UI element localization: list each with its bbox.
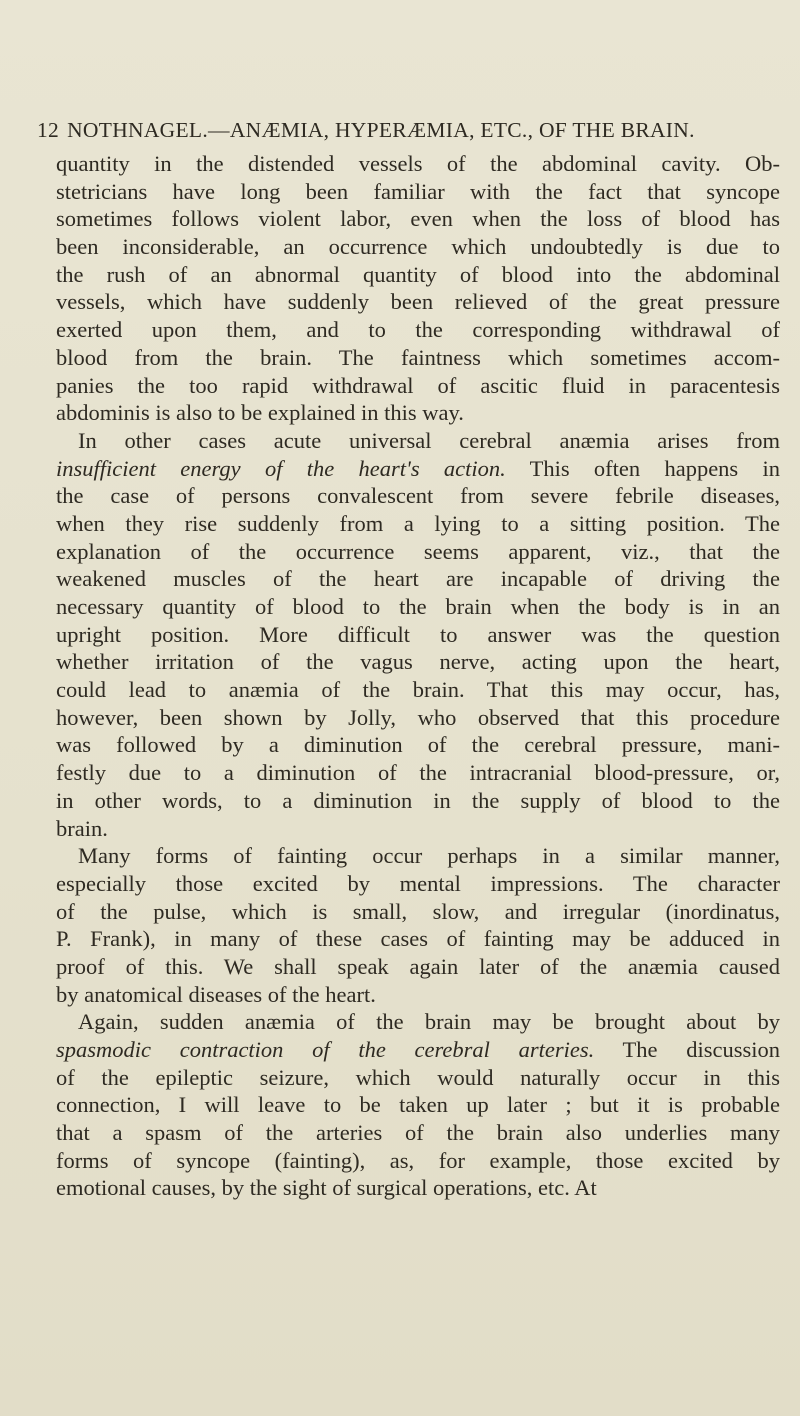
text-line: in other words, to a diminution in the supply of blood to the [56, 787, 780, 813]
italic-phrase: insufficient energy of the heart's action. [56, 455, 506, 481]
text-line: the rush of an abnormal quantity of blood into the abdominal [56, 261, 780, 287]
text-line: connection, I will leave to be taken up later ; but it is probable [56, 1092, 780, 1118]
text-line: of the epileptic seizure, which would naturally occur in this [56, 1064, 780, 1090]
text-line: P. Frank), in many of these cases of fainting may be adduced in [56, 926, 780, 952]
text-line: whether irritation of the vagus nerve, acting upon the heart, [56, 649, 780, 675]
body-text [56, 150, 780, 1202]
text-line: stetricians have long been familiar with the fact that syncope [56, 178, 780, 204]
text-line: Again, sudden anæmia of the brain may be brought about by [78, 1009, 780, 1035]
text-line: insufficient energy of the heart's action. This often happens in [56, 455, 780, 481]
text-line: Many forms of fainting occur perhaps in a similar manner, [78, 843, 780, 869]
page-number: 12 [37, 118, 60, 142]
text-line: that a spasm of the arteries of the brain also underlies many [56, 1120, 780, 1146]
text-line: necessary quantity of blood to the brain when the body is in an [56, 594, 780, 619]
text-line: panies the too rapid withdrawal of ascitic fluid in paracentesis [56, 372, 780, 398]
text-line: could lead to anæmia of the brain. That this may occur, has, [56, 677, 780, 703]
text-line: sometimes follows violent labor, even when the loss of blood has [56, 206, 780, 232]
text-line: was followed by a diminution of the cerebral pressure, mani- [56, 732, 780, 758]
text-line: In other cases acute universal cerebral anæmia arises from [78, 427, 780, 453]
italic-phrase: spasmodic contraction of the cerebral arteries. [56, 1037, 595, 1062]
text-line: the case of persons convalescent from severe febrile diseases, [56, 483, 780, 509]
text-line: proof of this. We shall speak again later of the anæmia caused [56, 953, 780, 979]
text-line: brain. [56, 815, 108, 841]
running-head [37, 117, 777, 143]
running-title: NOTHNAGEL.—ANÆMIA, HYPERÆMIA, ETC., OF THE BRAIN. [67, 118, 695, 142]
text-line: by anatomical diseases of the heart. [56, 981, 376, 1007]
text-line: when they rise suddenly from a lying to a sitting position. The [56, 510, 780, 536]
text-line: weakened muscles of the heart are incapable of driving the [56, 566, 780, 592]
text-line: vessels, which have suddenly been relieved of the great pressure [56, 289, 780, 315]
text-line: abdominis is also to be explained in this way. [56, 400, 464, 426]
text-line: of the pulse, which is small, slow, and irregular (inordinatus, [56, 898, 780, 924]
text-line: been inconsiderable, an occurrence which undoubtedly is due to [56, 234, 780, 260]
text-line: exerted upon them, and to the corresponding withdrawal of [56, 317, 780, 343]
text-line: forms of syncope (fainting), as, for example, those excited by [56, 1147, 780, 1173]
text-line: emotional causes, by the sight of surgical operations, etc. At [56, 1175, 597, 1201]
text-line: explanation of the occurrence seems apparent, viz., that the [56, 538, 780, 564]
text-line: spasmodic contraction of the cerebral arteries. The discussion [56, 1037, 780, 1062]
text-line: especially those excited by mental impressions. The character [56, 870, 780, 896]
text-line: quantity in the distended vessels of the abdominal cavity. Ob- [56, 151, 780, 176]
text-line: festly due to a diminution of the intracranial blood-pressure, or, [56, 760, 780, 786]
text-line: however, been shown by Jolly, who observed that this procedure [56, 704, 780, 730]
text-line: blood from the brain. The faintness which sometimes accom- [56, 344, 780, 370]
text-line: upright position. More difficult to answer was the question [56, 621, 780, 647]
